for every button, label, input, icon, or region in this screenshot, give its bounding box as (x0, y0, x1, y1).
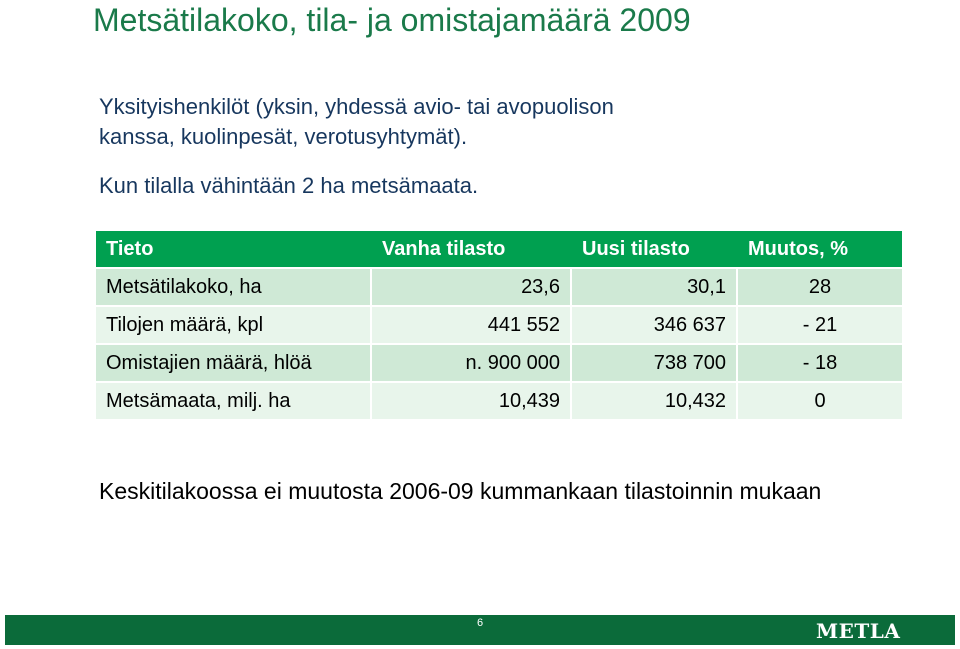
row-label: Metsämaata, milj. ha (96, 383, 372, 421)
header-vanha-tilasto: Vanha tilasto (372, 231, 572, 269)
old-value: 441 552 (372, 307, 572, 345)
table-row (96, 383, 902, 421)
new-value: 30,1 (572, 269, 738, 307)
table-row (96, 345, 902, 383)
old-value: n. 900 000 (372, 345, 572, 383)
header-uusi-tilasto: Uusi tilasto (572, 231, 738, 269)
statistics-table (96, 231, 902, 421)
change-value: 28 (738, 269, 902, 307)
change-value: - 21 (738, 307, 902, 345)
change-value: 0 (738, 383, 902, 421)
new-value: 10,432 (572, 383, 738, 421)
intro-line-2: kanssa, kuolinpesät, verotusyhtymät). (99, 124, 468, 149)
new-value: 346 637 (572, 307, 738, 345)
intro-paragraph (99, 92, 614, 152)
header-tieto: Tieto (96, 231, 372, 269)
metla-logo: METLA (816, 619, 901, 643)
summary-text: Keskitilakoossa ei muutosta 2006-09 kummankaan tilastoinnin mukaan (99, 478, 822, 504)
intro-line-1: Yksityishenkilöt (yksin, yhdessä avio- tai avopuolison (99, 94, 614, 119)
page-number: 6 (476, 617, 484, 629)
row-label: Tilojen määrä, kpl (96, 307, 372, 345)
row-label: Omistajien määrä, hlöä (96, 345, 372, 383)
slide-title: Metsätilakoko, tila- ja omistajamäärä 2009 (93, 2, 691, 38)
table-row (96, 269, 902, 307)
header-muutos: Muutos, % (738, 231, 902, 269)
table-row (96, 307, 902, 345)
row-label: Metsätilakoko, ha (96, 269, 372, 307)
new-value: 738 700 (572, 345, 738, 383)
condition-paragraph: Kun tilalla vähintään 2 ha metsämaata. (99, 173, 479, 198)
table-header-row (96, 231, 902, 269)
old-value: 23,6 (372, 269, 572, 307)
change-value: - 18 (738, 345, 902, 383)
old-value: 10,439 (372, 383, 572, 421)
